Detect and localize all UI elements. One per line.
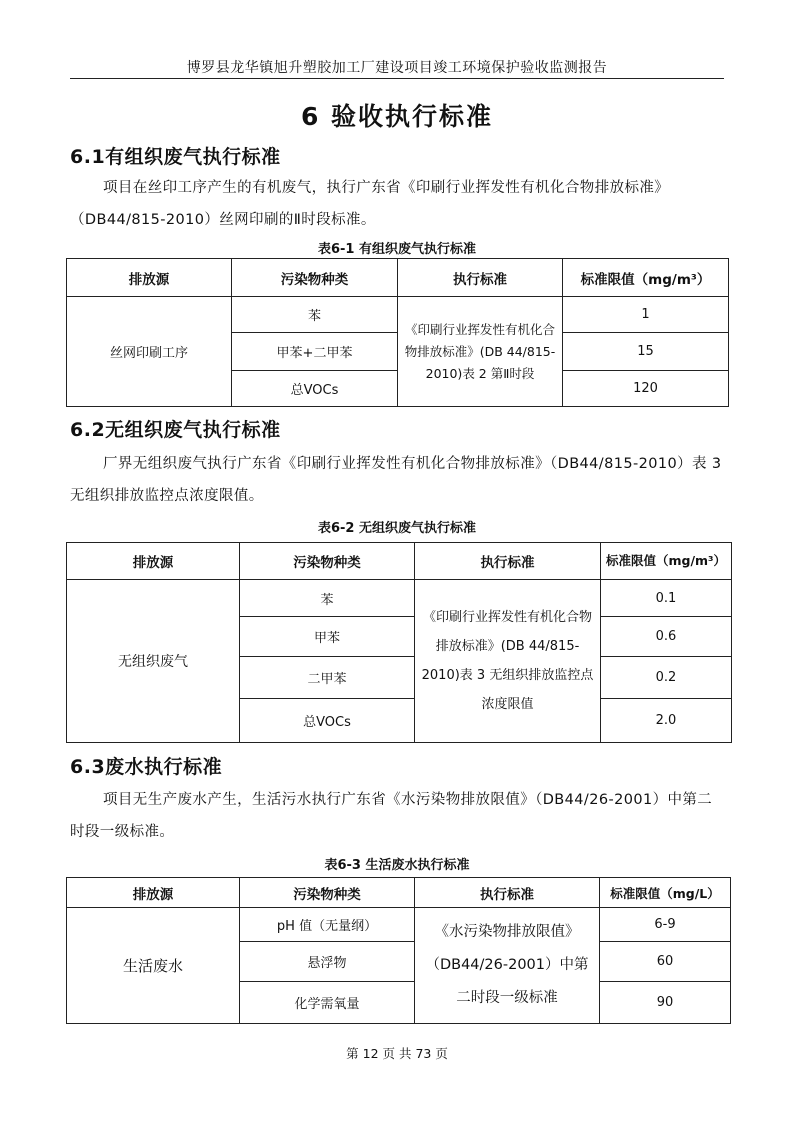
section-title-6-3: 6.3废水执行标准 bbox=[70, 756, 223, 778]
table-cell-limit: 1 bbox=[563, 297, 729, 333]
section-title-6-1: 6.1有组织废气执行标准 bbox=[70, 146, 281, 168]
table-cell-pollutant: 总VOCs bbox=[232, 371, 398, 407]
table-cell-standard: 《印刷行业挥发性有机化合物排放标准》(DB 44/815-2010)表 2 第Ⅱ时段 bbox=[398, 297, 563, 407]
table-cell-pollutant: 甲苯+二甲苯 bbox=[232, 333, 398, 371]
table-header-source: 排放源 bbox=[67, 543, 240, 580]
table-cell-limit: 0.6 bbox=[601, 617, 732, 657]
page-footer: 第 12 页 共 73 页 bbox=[346, 1046, 448, 1061]
table-cell-source: 无组织废气 bbox=[67, 580, 240, 743]
table-header-standard: 执行标准 bbox=[415, 543, 601, 580]
table-cell-pollutant: 化学需氧量 bbox=[240, 982, 415, 1024]
section-paragraph-6-3: 项目无生产废水产生，生活污水执行广东省《水污染物排放限值》（DB44/26-2001）中第二时段一级标准。 bbox=[70, 792, 713, 840]
table-6-3 bbox=[66, 877, 731, 1024]
page-header: 博罗县龙华镇旭升塑胶加工厂建设项目竣工环境保护验收监测报告 bbox=[186, 60, 608, 76]
table-header-source: 排放源 bbox=[67, 878, 240, 908]
table-cell-pollutant: 二甲苯 bbox=[240, 657, 415, 699]
table-header-pollutant: 污染物种类 bbox=[240, 543, 415, 580]
table-cell-source: 生活废水 bbox=[67, 908, 240, 1024]
table-cell-pollutant: 悬浮物 bbox=[240, 942, 415, 982]
table-header-pollutant: 污染物种类 bbox=[240, 878, 415, 908]
table-header-standard: 执行标准 bbox=[415, 878, 600, 908]
table-cell-pollutant: 苯 bbox=[232, 297, 398, 333]
table-cell-limit: 90 bbox=[600, 982, 731, 1024]
table-cell-limit: 2.0 bbox=[601, 699, 732, 743]
table-caption-6-2: 表6-2 无组织废气执行标准 bbox=[317, 521, 476, 536]
table-6-2 bbox=[66, 542, 732, 743]
table-caption-6-3: 表6-3 生活废水执行标准 bbox=[324, 858, 470, 873]
table-cell-limit: 120 bbox=[563, 371, 729, 407]
table-cell-pollutant: 苯 bbox=[240, 580, 415, 617]
section-paragraph-6-2: 厂界无组织废气执行广东省《印刷行业挥发性有机化合物排放标准》（DB44/815-2010）表 3 无组织排放监控点浓度限值。 bbox=[70, 456, 722, 504]
table-header-limit: 标准限值（mg/L） bbox=[600, 878, 731, 908]
table-cell-pollutant: 总VOCs bbox=[240, 699, 415, 743]
table-caption-6-1: 表6-1 有组织废气执行标准 bbox=[317, 242, 476, 257]
table-header-source: 排放源 bbox=[67, 259, 232, 297]
table-cell-pollutant: pH 值（无量纲） bbox=[240, 908, 415, 942]
table-header-standard: 执行标准 bbox=[398, 259, 563, 297]
table-cell-standard: 《水污染物排放限值》（DB44/26-2001）中第二时段一级标准 bbox=[415, 908, 600, 1024]
table-cell-pollutant: 甲苯 bbox=[240, 617, 415, 657]
table-6-1 bbox=[66, 258, 729, 407]
table-cell-limit: 60 bbox=[600, 942, 731, 982]
section-paragraph-6-1: 项目在丝印工序产生的有机废气，执行广东省《印刷行业挥发性有机化合物排放标准》（DB44/815-2010）丝网印刷的Ⅱ时段标准。 bbox=[70, 180, 670, 228]
table-header-limit: 标准限值（mg/m³） bbox=[601, 543, 732, 580]
table-cell-limit: 6-9 bbox=[600, 908, 731, 942]
section-title-6-2: 6.2无组织废气执行标准 bbox=[70, 419, 281, 441]
table-cell-standard: 《印刷行业挥发性有机化合物排放标准》(DB 44/815-2010)表 3 无组织排放监控点浓度限值 bbox=[415, 580, 601, 743]
header-divider bbox=[70, 78, 724, 79]
table-header-pollutant: 污染物种类 bbox=[232, 259, 398, 297]
table-cell-source: 丝网印刷工序 bbox=[67, 297, 232, 407]
table-cell-limit: 0.2 bbox=[601, 657, 732, 699]
table-cell-limit: 0.1 bbox=[601, 580, 732, 617]
chapter-title: 6 验收执行标准 bbox=[300, 102, 494, 131]
table-cell-limit: 15 bbox=[563, 333, 729, 371]
table-header-limit: 标准限值（mg/m³） bbox=[563, 259, 729, 297]
